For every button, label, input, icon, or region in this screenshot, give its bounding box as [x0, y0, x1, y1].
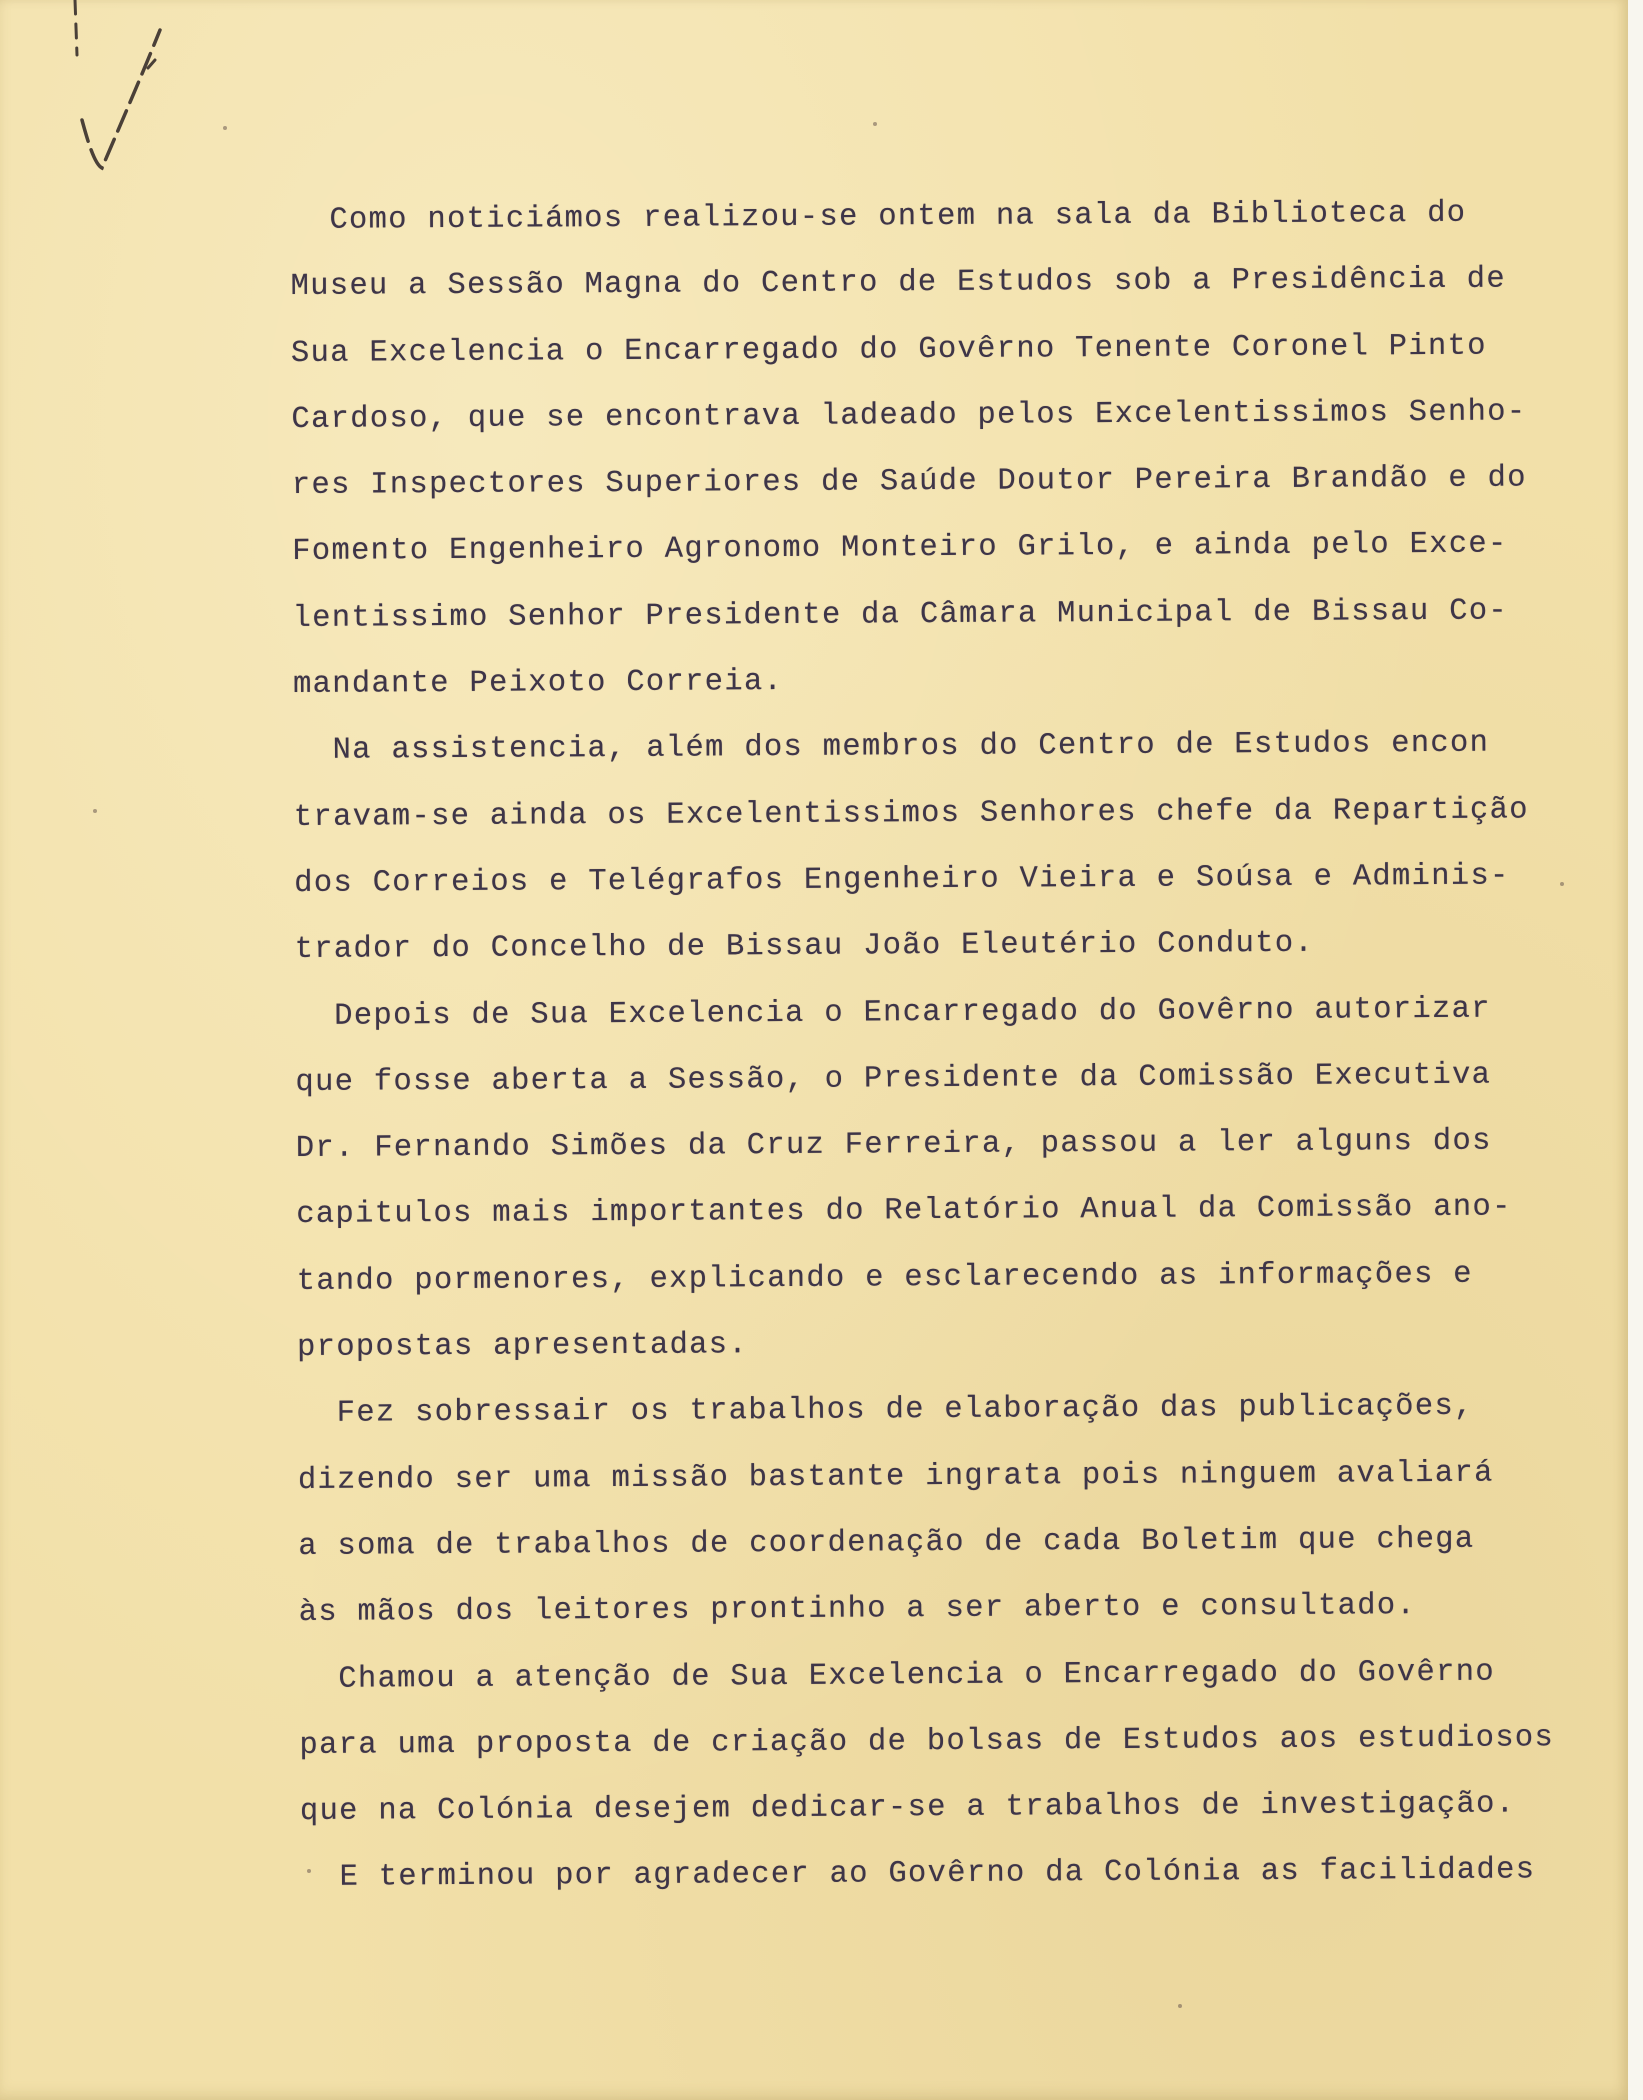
paper-speck	[93, 809, 97, 813]
text-line: às mãos dos leitores prontinho a ser aberto e consultado.	[298, 1589, 1417, 1631]
text-line: lentissimo Senhor Presidente da Câmara Municipal de Bissau Co-	[292, 594, 1509, 636]
scan-margin	[1628, 0, 1643, 2100]
text-line: tando pormenores, explicando e esclarecendo as informações e	[296, 1257, 1473, 1299]
text-line: dos Correios e Telégrafos Engenheiro Vieira e Soúsa e Adminis-	[294, 859, 1510, 901]
text-line: travam-se ainda os Excelentissimos Senhores chefe da Repartição	[293, 793, 1529, 835]
text-line: trador do Concelho de Bissau João Eleutério Conduto.	[294, 927, 1315, 968]
handwritten-check-mark	[60, 0, 180, 180]
text-line: propostas apresentadas.	[296, 1328, 749, 1366]
text-line: Na assistencia, além dos membros do Centro de Estudos encon	[293, 727, 1490, 769]
text-line: Chamou a atenção de Sua Excelencia o Encarregado do Govêrno	[299, 1655, 1495, 1697]
text-line: Como noticiámos realizou-se ontem na sala da Biblioteca do	[290, 196, 1467, 238]
text-line: res Inspectores Superiores de Saúde Doutor Pereira Brandão e do	[291, 461, 1527, 504]
text-line: Cardoso, que se encontrava ladeado pelos Excelentissimos Senho-	[291, 395, 1527, 437]
text-line: para uma proposta de criação de bolsas de Estudos aos estudiosos	[299, 1721, 1555, 1763]
text-line: a soma de trabalhos de coordenação de cada Boletim que chega	[298, 1522, 1475, 1564]
text-line: que fosse aberta a Sessão, o Presidente da Comissão Executiva	[295, 1058, 1492, 1100]
text-line: mandante Peixoto Correia.	[292, 665, 784, 703]
typewritten-body	[290, 180, 1631, 1912]
text-line: Museu a Sessão Magna do Centro de Estudos sob a Presidência de	[290, 262, 1507, 305]
text-line: dizendo ser uma missão bastante ingrata pois ninguem avaliará	[297, 1456, 1494, 1498]
text-line: Depois de Sua Excelencia o Encarregado do Govêrno autorizar	[294, 992, 1491, 1034]
text-line: E terminou por agradecer ao Govêrno da Colónia as facilidades	[300, 1853, 1536, 1896]
text-line: Fez sobressair os trabalhos de elaboração das publicações,	[297, 1390, 1474, 1432]
paper-speck	[1178, 2004, 1182, 2008]
text-line: capitulos mais importantes do Relatório Anual da Comissão ano-	[296, 1191, 1512, 1233]
text-line: Sua Excelencia o Encarregado do Govêrno Tenente Coronel Pinto	[290, 329, 1487, 371]
paper-speck	[223, 126, 227, 130]
paper-speck	[873, 122, 877, 126]
text-line: Fomento Engenheiro Agronomo Monteiro Grilo, e ainda pelo Exce-	[292, 528, 1508, 570]
text-line: Dr. Fernando Simões da Cruz Ferreira, passou a ler alguns dos	[295, 1124, 1492, 1167]
text-line: que na Colónia desejem dedicar-se a trabalhos de investigação.	[299, 1787, 1516, 1830]
